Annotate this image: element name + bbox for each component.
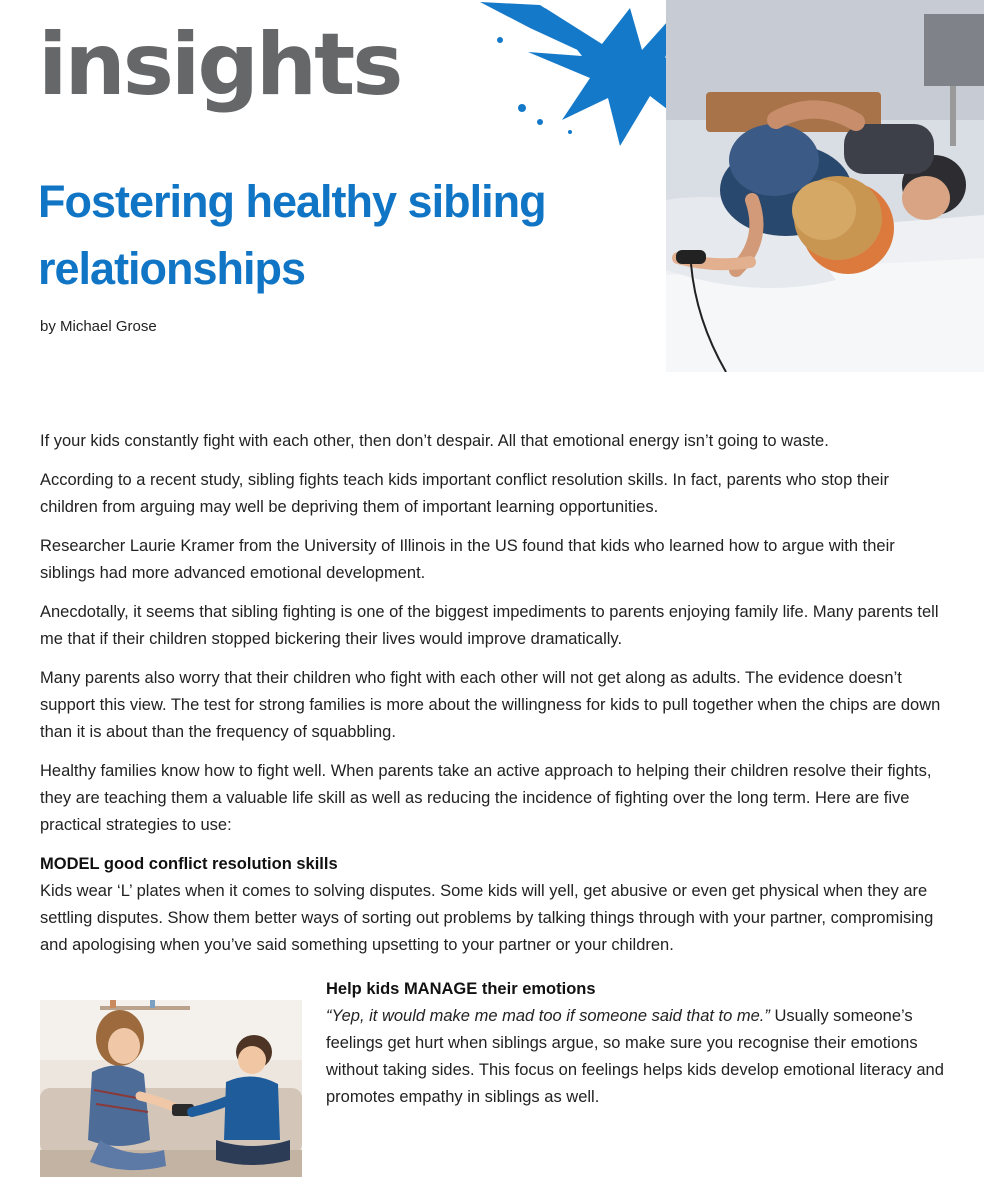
section-heading-manage: Help kids MANAGE their emotions [326, 980, 596, 998]
paragraph: Healthy families know how to fight well. When parents take an active approach to helping their children resolve their fights, they are teaching them a valuable life skill as well as reducing the incidence of fighting over the long term. Here are five practical strategies to use: [40, 762, 932, 834]
article-body [40, 428, 950, 971]
kids-photo [40, 1000, 302, 1177]
section-text-manage-body: Usually someone’s feelings get hurt when siblings argue, so make sure you recognise their emotions without taking sides. This focus on feelings helps kids develop emotional literacy and promotes empathy in siblings as well. [326, 1007, 944, 1106]
paragraph: According to a recent study, sibling fights teach kids important conflict resolution skills. In fact, parents who stop their children from arguing may well be depriving them of important learning opportunities. [40, 471, 889, 516]
article-title: Fostering healthy sibling relationships [38, 176, 546, 294]
masthead: insights [38, 15, 401, 115]
paragraph: Anecdotally, it seems that sibling fighting is one of the biggest impediments to parents enjoying family life. Many parents tell me that if their children stopped bickering their lives would improve dramatically. [40, 603, 939, 648]
italic-quote: “Yep, it would make me mad too if someone said that to me.” [326, 1007, 770, 1025]
paragraph: If your kids constantly fight with each other, then don’t despair. All that emotional energy isn’t going to waste. [40, 432, 829, 450]
hero-photo [666, 0, 984, 372]
byline: by Michael Grose [40, 318, 157, 335]
section-text-manage [326, 1003, 950, 1111]
paragraph: Researcher Laurie Kramer from the University of Illinois in the US found that kids who learned how to argue with their siblings had more advanced emotional development. [40, 537, 895, 582]
section-text-model: Kids wear ‘L’ plates when it comes to solving disputes. Some kids will yell, get abusive or even get physical when they are settling disputes. Show them better ways of sorting out problems by talking things through with your partner, compromising and apologising when you’ve said something upsetting to your partner or your children. [40, 882, 934, 954]
paragraph: Many parents also worry that their children who fight with each other will not get along as adults. The evidence doesn’t support this view. The test for strong families is more about the willingness for kids to pull together when the chips are down than it is about than the frequency of squabbling. [40, 669, 941, 741]
section-manage-emotions [326, 976, 950, 1111]
section-heading-model: MODEL good conflict resolution skills [40, 855, 338, 873]
